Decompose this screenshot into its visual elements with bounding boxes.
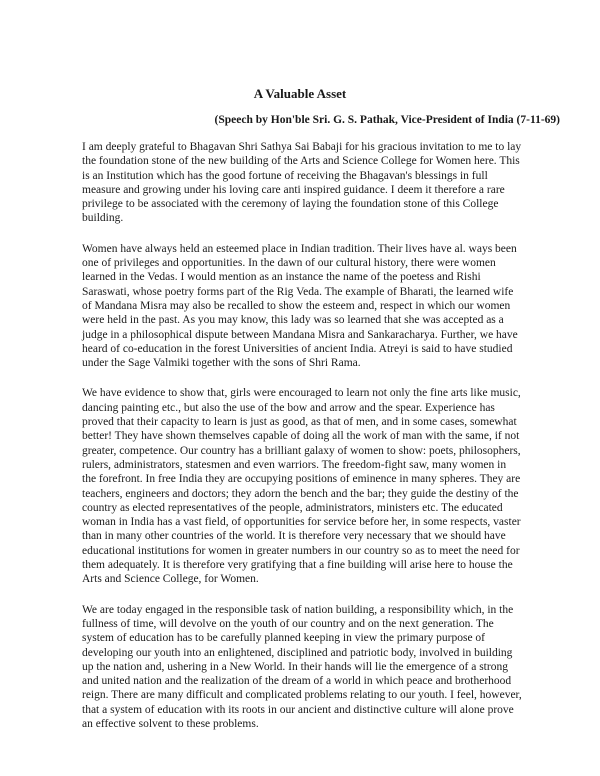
paragraph: Women have always held an esteemed place in Indian tradition. Their lives have al. ways been one of privileges and opportunities. In the dawn of our cultural history, there were women learned in the Vedas. I would mention as an instance the name of the poetess and Rishi Saraswati, whose poetry forms part of the Rig Veda. The example of Bharati, the learned wife of Mandana Misra may also be recalled to show the esteem and, respect in which our women were held in the past. As you may know, this lady was so learned that she was accepted as a judge in a philosophical dispute between Mandana Misra and Sankaracharya. Further, we have heard of co-education in the forest Universities of ancient India. Atreyi is said to have studied under the Sage Valmiki together with the sons of Shri Rama.	[82, 242, 518, 370]
document-body	[82, 140, 522, 731]
paragraph: We are today engaged in the responsible task of nation building, a responsibility which, in the fullness of time, will devolve on the youth of our country and on the next generation. The system of education has to be carefully planned keeping in view the primary purpose of developing our youth into an enlightened, disciplined and patriotic body, involved in building up the nation and, ushering in a New World. In their hands will lie the emergence of a strong and united nation and the realization of the dream of a world in which peace and brotherhood reign. There are many difficult and complicated problems relating to our youth. I feel, however, that a system of education with its roots in our ancient and distinctive culture will alone prove an effective solvent to these problems.	[82, 603, 522, 730]
document-subtitle: (Speech by Hon'ble Sri. G. S. Pathak, Vice-President of India (7-11-69)	[214, 114, 560, 126]
document-title: A Valuable Asset	[253, 86, 347, 101]
paragraph: I am deeply grateful to Bhagavan Shri Sathya Sai Babaji for his gracious invitation to me to lay the foundation stone of the new building of the Arts and Science College for Women here. This is an Institution which has the good fortune of receiving the Bhagavan's blessings in full measure and growing under his loving care anti inspired guidance. I deem it therefore a rare privilege to be associated with the ceremony of laying the foundation stone of this College building.	[82, 141, 522, 225]
paragraph: We have evidence to show that, girls were encouraged to learn not only the fine arts like music, dancing painting etc., but also the use of the bow and arrow and the spear. Experience has proved that their capacity to learn is just as good, as that of men, and in some cases, somewhat better! They have shown themselves capable of doing all the work of man with the same, if not greater, competence. Our country has a brilliant galaxy of women to show: poets, philosophers, rulers, administrators, statesmen and even warriors. The freedom-fight saw, many women in the forefront. In free India they are occupying positions of eminence in many spheres. They are teachers, engineers and doctors; they adorn the bench and the bar; they guide the destiny of the country as elected representatives of the people, administrators, ministers etc. The educated woman in India has a vast field, of opportunities for service before her, in some respects, vaster than in many other countries of the world. It is therefore very necessary that we should have educational institutions for women in greater numbers in our country so as to meet the need for them adequately. It is therefore very gratifying that a fine building will arise here to house the Arts and Science College, for Women.	[82, 387, 521, 586]
